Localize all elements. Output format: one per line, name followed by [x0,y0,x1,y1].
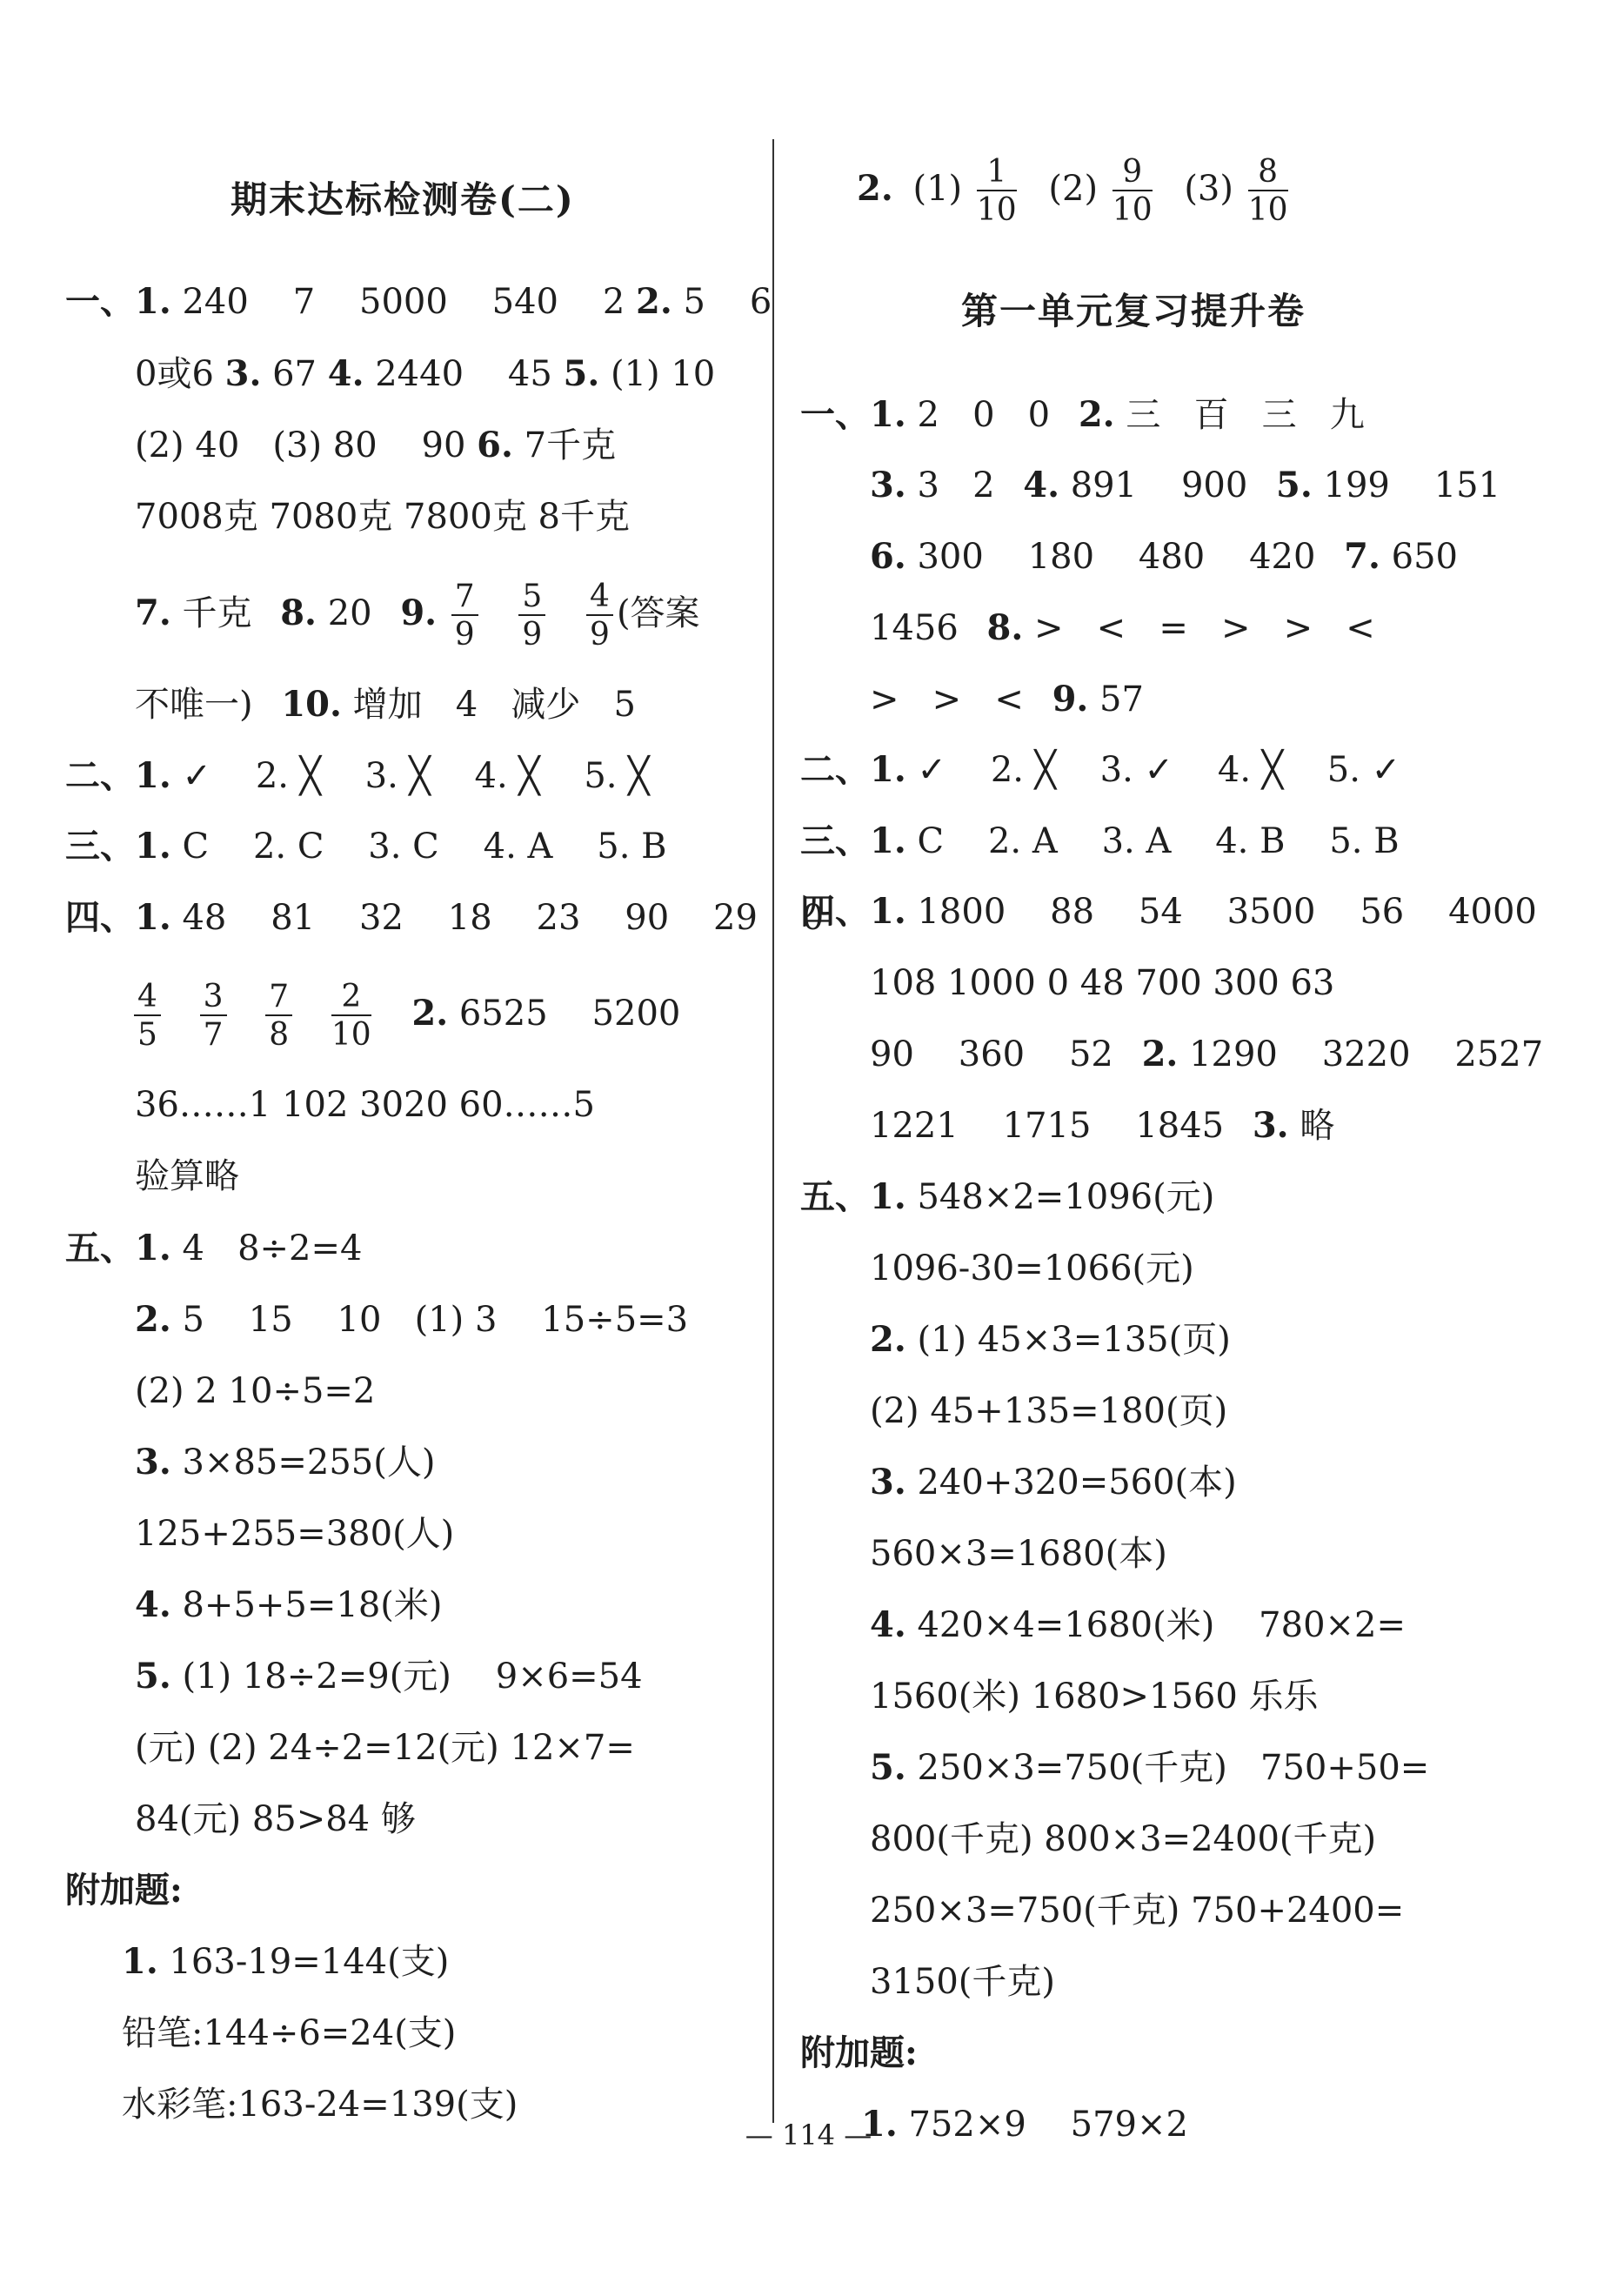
answer-line: 二、1. ✓ 2. ╳ 3. ✓ 4. ╳ 5. ✓ [800,749,1401,790]
fraction: $\frac{4}{9}$ [586,581,613,651]
answer-line: 5. 250×3=750(千克) 750+50= [870,1747,1430,1788]
answer-line: 108 1000 0 48 700 300 63 [870,963,1335,1003]
answer-line: 6. 300 180 480 420 7. 650 [870,536,1459,577]
fraction: $\frac{4}{5}$ [134,981,161,1051]
bonus-title: 附加题: [800,2032,918,2073]
answer-line: 800(千克) 800×3=2400(千克) [870,1819,1377,1859]
answer-line: 四、1. 1800 88 54 3500 56 4000 [800,891,1537,932]
answer-line: 二、1. ✓ 2. ╳ 3. ╳ 4. ╳ 5. ╳ [65,755,650,796]
answer-line: 1221 1715 1845 3. 略 [870,1105,1335,1146]
fraction: $\frac{2}{10}$ [331,979,371,1053]
answer-line: 560×3=1680(本) [870,1534,1167,1574]
section-title: 期末达标检测卷(二) [231,178,575,221]
answer-line: 2. (1) 45×3=135(页) [870,1319,1231,1360]
answer-line: 五、1. 548×2=1096(元) [800,1176,1215,1217]
answer-line: 一、1. 2 0 0 2. 三 百 三 九 [800,394,1365,435]
answer-line: $\frac{4}{5}$ $\frac{3}{7}$ $\frac{7}{8}$ $\frac{2}{10}$ 2. 6525 5200 [130,981,680,1051]
answer-line: 不唯一) 10. 增加 4 减少 5 [135,684,636,725]
answer-line: 验算略 [135,1156,239,1196]
answer-line: 1. 163-19=144(支) [122,1941,450,1982]
fraction: $\frac{3}{7}$ [200,981,227,1051]
answer-line: 250×3=750(千克) 750+2400= [870,1891,1405,1931]
answer-line: 4. 420×4=1680(米) 780×2= [870,1604,1407,1645]
answer-line: 四、1. 48 81 32 18 23 90 29 0 [65,897,825,938]
fraction: $\frac{1}{10}$ [976,154,1017,228]
answer-line: 5. (1) 18÷2=9(元) 9×6=54 [135,1656,643,1697]
answer-line: (2) 40 (3) 80 90 6. 7千克 [135,425,617,465]
fraction: $\frac{7}{8}$ [265,981,292,1051]
answer-line: 1. 752×9 579×2 [861,2104,1188,2145]
answer-line: 3. 3 2 4. 891 900 5. 199 151 [870,465,1501,505]
answer-line: 一、1. 240 7 5000 540 2 2. 5 6 [65,281,772,322]
fraction: $\frac{8}{10}$ [1247,154,1288,228]
fraction: $\frac{9}{10}$ [1112,154,1153,228]
answer-line: 1096-30=1066(元) [870,1248,1194,1289]
answer-line: 0或6 3. 67 4. 2440 45 5. (1) 10 [135,353,716,394]
answer-line: > > < 9. 57 [870,679,1144,720]
answer-line: 90 360 52 2. 1290 3220 2527 [870,1034,1544,1074]
answer-line: 1560(米) 1680>1560 乐乐 [870,1677,1319,1717]
answer-line: (元) (2) 24÷2=12(元) 12×7= [135,1728,635,1768]
answer-line: 36……1 102 3020 60……5 [135,1085,595,1125]
answer-line: 3. 3×85=255(人) [135,1442,436,1483]
answer-line: 3150(千克) [870,1962,1056,2002]
answer-line: 2. 5 15 10 (1) 3 15÷5=3 [135,1299,689,1340]
answer-line: 三、1. C 2. C 3. C 4. A 5. B [65,826,667,867]
answer-line: 1456 8. > < = > > < [870,607,1375,648]
answer-line: 五、1. 4 8÷2=4 [65,1228,363,1268]
answer-line: 7008克 7080克 7800克 8千克 [135,497,630,537]
answer-line: 4. 8+5+5=18(米) [135,1584,443,1625]
answer-line: (2) 2 10÷5=2 [135,1371,376,1411]
column-divider [772,139,774,2123]
answer-line: 7. 千克 8. 20 9. $\frac{7}{9}$ $\frac{5}{9}$ $\frac{4}{9}$ (答案 [135,579,700,653]
answer-line: 3. 240+320=560(本) [870,1462,1237,1503]
answer-line: 铅笔:144÷6=24(支) [122,2013,457,2053]
fraction: $\frac{7}{9}$ [451,581,478,651]
answer-line: (2) 45+135=180(页) [870,1391,1228,1431]
page-number: — 114 — [745,2119,872,2152]
answer-line: 84(元) 85>84 够 [135,1799,416,1839]
fraction: $\frac{5}{9}$ [518,581,545,651]
answer-line: 水彩笔:163-24=139(支) [122,2085,518,2125]
answer-line: 三、1. C 2. A 3. A 4. B 5. B [800,820,1400,861]
answer-line: 2. (1) $\frac{1}{10}$ (2) $\frac{9}{10}$ (3) $\frac{8}{10}$ [857,154,1288,228]
bonus-title: 附加题: [65,1870,183,1911]
section-title: 第一单元复习提升卷 [961,290,1306,332]
answer-line: 125+255=380(人) [135,1514,455,1554]
